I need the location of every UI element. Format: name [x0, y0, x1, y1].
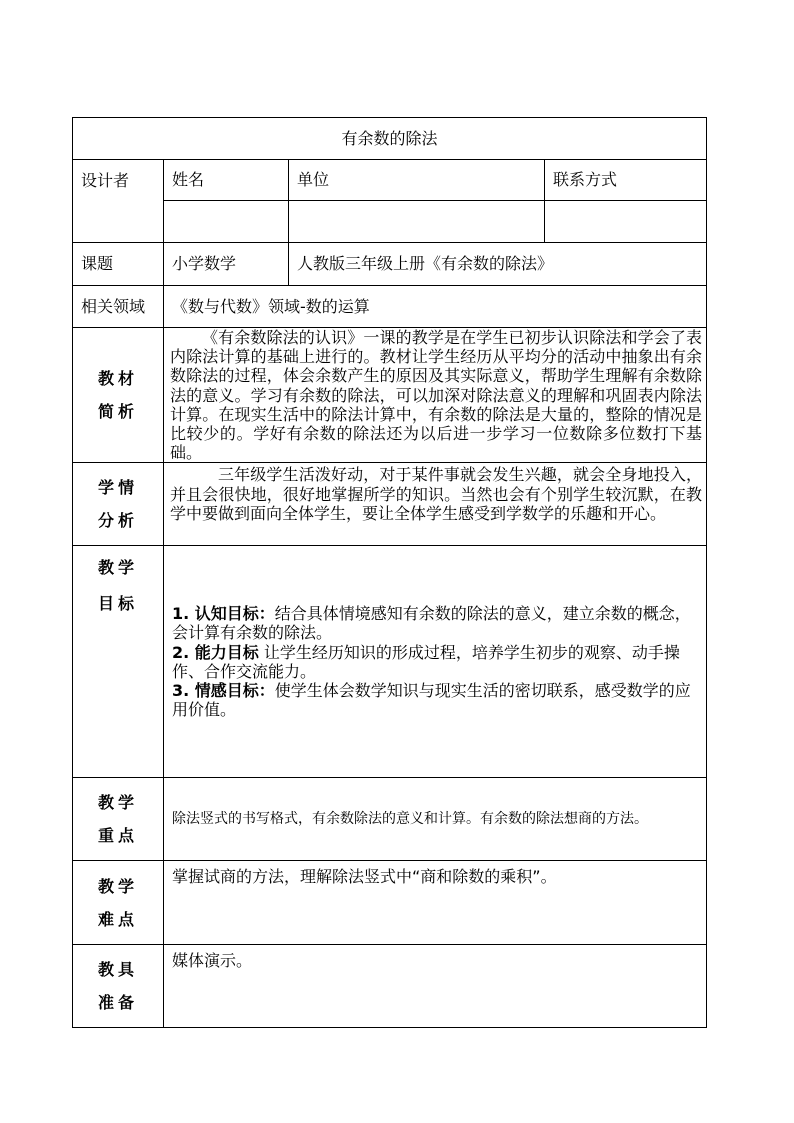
topic-subject: 小学数学 [164, 243, 289, 286]
designer-label: 设计者 [73, 160, 164, 243]
objective-text: 结合具体情境感知有余数的除法的意义，建立余数的概念，会计算有余数的除法。 [172, 604, 691, 643]
objective-text: 使学生体会数学知识与现实生活的密切联系，感受数学的应用价值。 [172, 681, 691, 720]
difficulties-row [73, 861, 707, 945]
difficulties-label [73, 861, 164, 945]
tools-label-line1: 教具 [97, 960, 138, 980]
title-row [73, 118, 707, 160]
topic-label: 课题 [73, 243, 164, 286]
difficulties-label-line2: 难点 [97, 909, 138, 929]
objective-heading: 1. 认知目标： [172, 604, 275, 624]
students-analysis [164, 463, 707, 546]
unit-header: 单位 [289, 160, 545, 201]
objective-text: 让学生经历知识的形成过程，培养学生初步的观察、动手操作、合作交流能力。 [172, 642, 680, 681]
tools-row [73, 945, 707, 1028]
students-row [73, 463, 707, 546]
name-value [164, 201, 289, 243]
key-points-label-line2: 重点 [97, 826, 138, 846]
objective-item [172, 604, 700, 642]
key-points-text: 除法竖式的书写格式，有余数除法的意义和计算。有余数的除法想商的方法。 [164, 778, 707, 861]
students-label [73, 463, 164, 546]
objective-heading: 2. 能力目标 [172, 642, 259, 662]
key-points-label-line1: 教学 [97, 793, 138, 813]
contact-header: 联系方式 [545, 160, 707, 201]
name-header: 姓名 [164, 160, 289, 201]
textbook-row [73, 328, 707, 463]
objectives-list [164, 546, 707, 778]
key-points-row [73, 778, 707, 861]
objectives-label-line1: 教学 [97, 558, 138, 578]
students-label-line2: 分析 [97, 511, 138, 531]
difficulties-label-line1: 教学 [97, 876, 138, 896]
contact-value [545, 201, 707, 243]
domain-value: 《数与代数》领域-数的运算 [164, 286, 707, 328]
topic-book: 人教版三年级上册《有余数的除法》 [289, 243, 707, 286]
table-title: 有余数的除法 [73, 118, 707, 160]
domain-label: 相关领域 [73, 286, 164, 328]
objective-item [172, 681, 700, 719]
objective-heading: 3. 情感目标： [172, 681, 275, 700]
difficulties-text: 掌握试商的方法，理解除法竖式中“商和除数的乘积”。 [164, 861, 707, 945]
textbook-analysis-text: 《有余数除法的认识》一课的教学是在学生已初步认识除法和学会了表内除法计算的基础上进行的。教材让学生经历从平均分的活动中抽象出有余数除法的过程，体会余数产生的原因及其实际意义，帮助学生理解有余数除法的意义。学习有余数的除法，可以加深对除法意义的理解和巩固表内除法计算。在现实生活中的除法计算中，有余数的除法是大量的，整除的情况是比较少的。学好有余数的除法还为以后进一步学习一位数除多位数打下基础。 [170, 328, 703, 463]
textbook-label [73, 328, 164, 463]
objectives-row [73, 546, 707, 778]
objectives-label [73, 546, 164, 778]
domain-row [73, 286, 707, 328]
designer-header-row [73, 160, 707, 201]
textbook-label-line2: 简析 [97, 402, 138, 422]
unit-value [289, 201, 545, 243]
tools-text: 媒体演示。 [164, 945, 707, 1028]
tools-label [73, 945, 164, 1028]
objective-item [172, 643, 700, 681]
key-points-label [73, 778, 164, 861]
tools-label-line2: 准备 [97, 993, 138, 1013]
students-analysis-text: 三年级学生活泼好动，对于某件事就会发生兴趣，就会全身地投入，并且会很快地，很好地掌握所学的知识。当然也会有个别学生较沉默，在教学中要做到面向全体学生，要让全体学生感受到学数学的乐趣和开心。 [170, 465, 703, 523]
designer-value-row [73, 201, 707, 243]
students-label-line1: 学情 [97, 478, 138, 498]
textbook-analysis [164, 328, 707, 463]
objectives-label-line2: 目标 [97, 593, 138, 613]
lesson-plan-table [72, 117, 707, 1028]
topic-row [73, 243, 707, 286]
textbook-label-line1: 教材 [97, 368, 138, 388]
